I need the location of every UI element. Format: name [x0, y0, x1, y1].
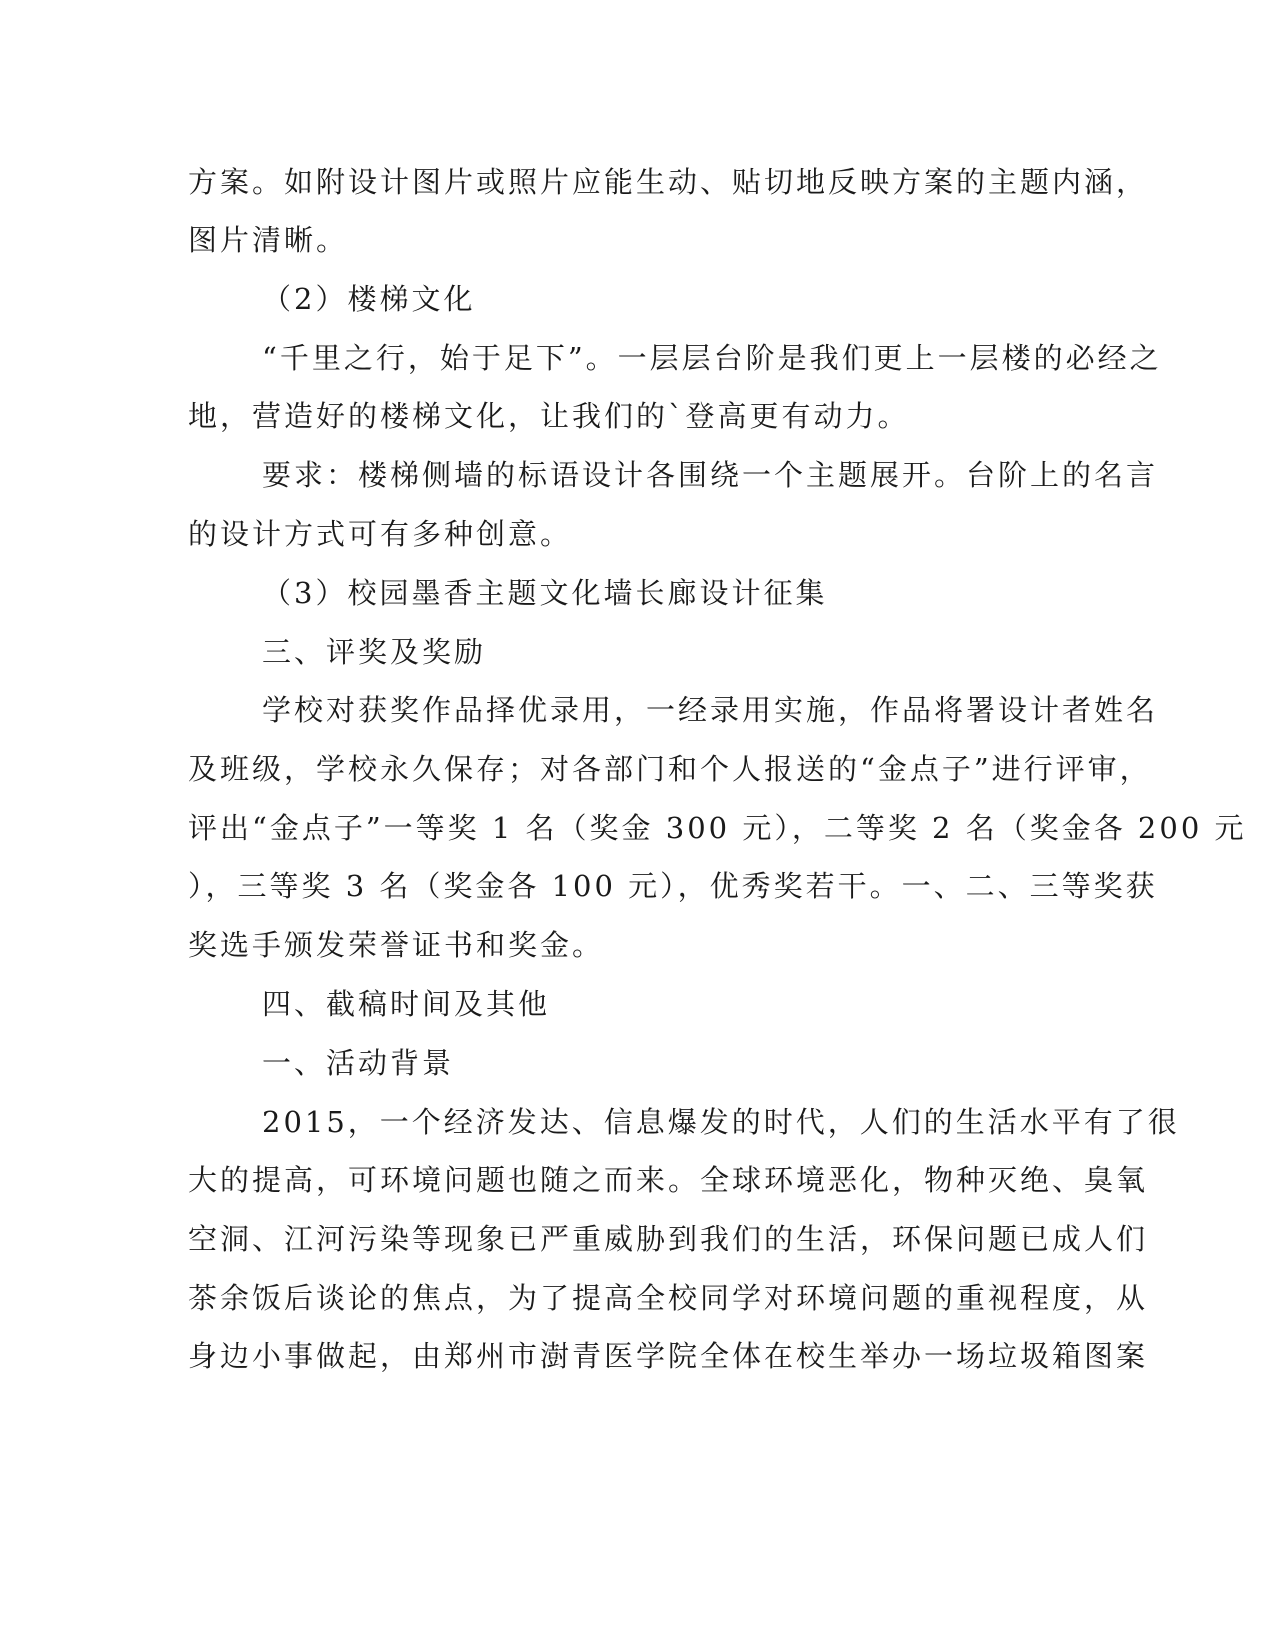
paragraph-line: “千里之行，始于足下”。一层层台阶是我们更上一层楼的必经之	[262, 341, 1162, 375]
paragraph-line: 空洞、江河污染等现象已严重威胁到我们的生活，环保问题已成人们	[188, 1222, 1149, 1256]
paragraph-line: 茶余饭后谈论的焦点，为了提高全校同学对环境问题的重视程度，从	[188, 1281, 1149, 1315]
paragraph-line: 学校对获奖作品择优录用，一经录用实施，作品将署设计者姓名	[262, 693, 1159, 727]
paragraph-line: 评出“金点子”一等奖 1 名（奖金 300 元），二等奖 2 名（奖金各 200 元	[188, 811, 1247, 845]
section-heading: （3）校园墨香主题文化墙长廊设计征集	[262, 576, 828, 610]
paragraph-line: 方案。如附设计图片或照片应能生动、贴切地反映方案的主题内涵，	[188, 165, 1149, 199]
paragraph-line: 2015，一个经济发达、信息爆发的时代，人们的生活水平有了很	[262, 1105, 1180, 1139]
paragraph-line: 及班级，学校永久保存；对各部门和个人报送的“金点子”进行评审，	[188, 752, 1152, 786]
paragraph-line: 地，营造好的楼梯文化，让我们的`登高更有动力。	[188, 399, 910, 433]
paragraph-line: 大的提高，可环境问题也随之而来。全球环境恶化，物种灭绝、臭氧	[188, 1163, 1149, 1197]
paragraph-line: 的设计方式可有多种创意。	[188, 517, 573, 551]
section-heading: （2）楼梯文化	[262, 282, 476, 316]
section-heading: 一、活动背景	[262, 1046, 455, 1080]
section-heading: 四、截稿时间及其他	[262, 987, 551, 1021]
paragraph-line: 图片清晰。	[188, 223, 349, 257]
section-heading: 三、评奖及奖励	[262, 635, 487, 669]
paragraph-line: 奖选手颁发荣誉证书和奖金。	[188, 928, 605, 962]
paragraph-line: ），三等奖 3 名（奖金各 100 元），优秀奖若干。一、二、三等奖获	[188, 869, 1158, 903]
paragraph-line: 要求：楼梯侧墙的标语设计各围绕一个主题展开。台阶上的名言	[262, 458, 1159, 492]
paragraph-line: 身边小事做起，由郑州市澍青医学院全体在校生举办一场垃圾箱图案	[188, 1339, 1149, 1373]
